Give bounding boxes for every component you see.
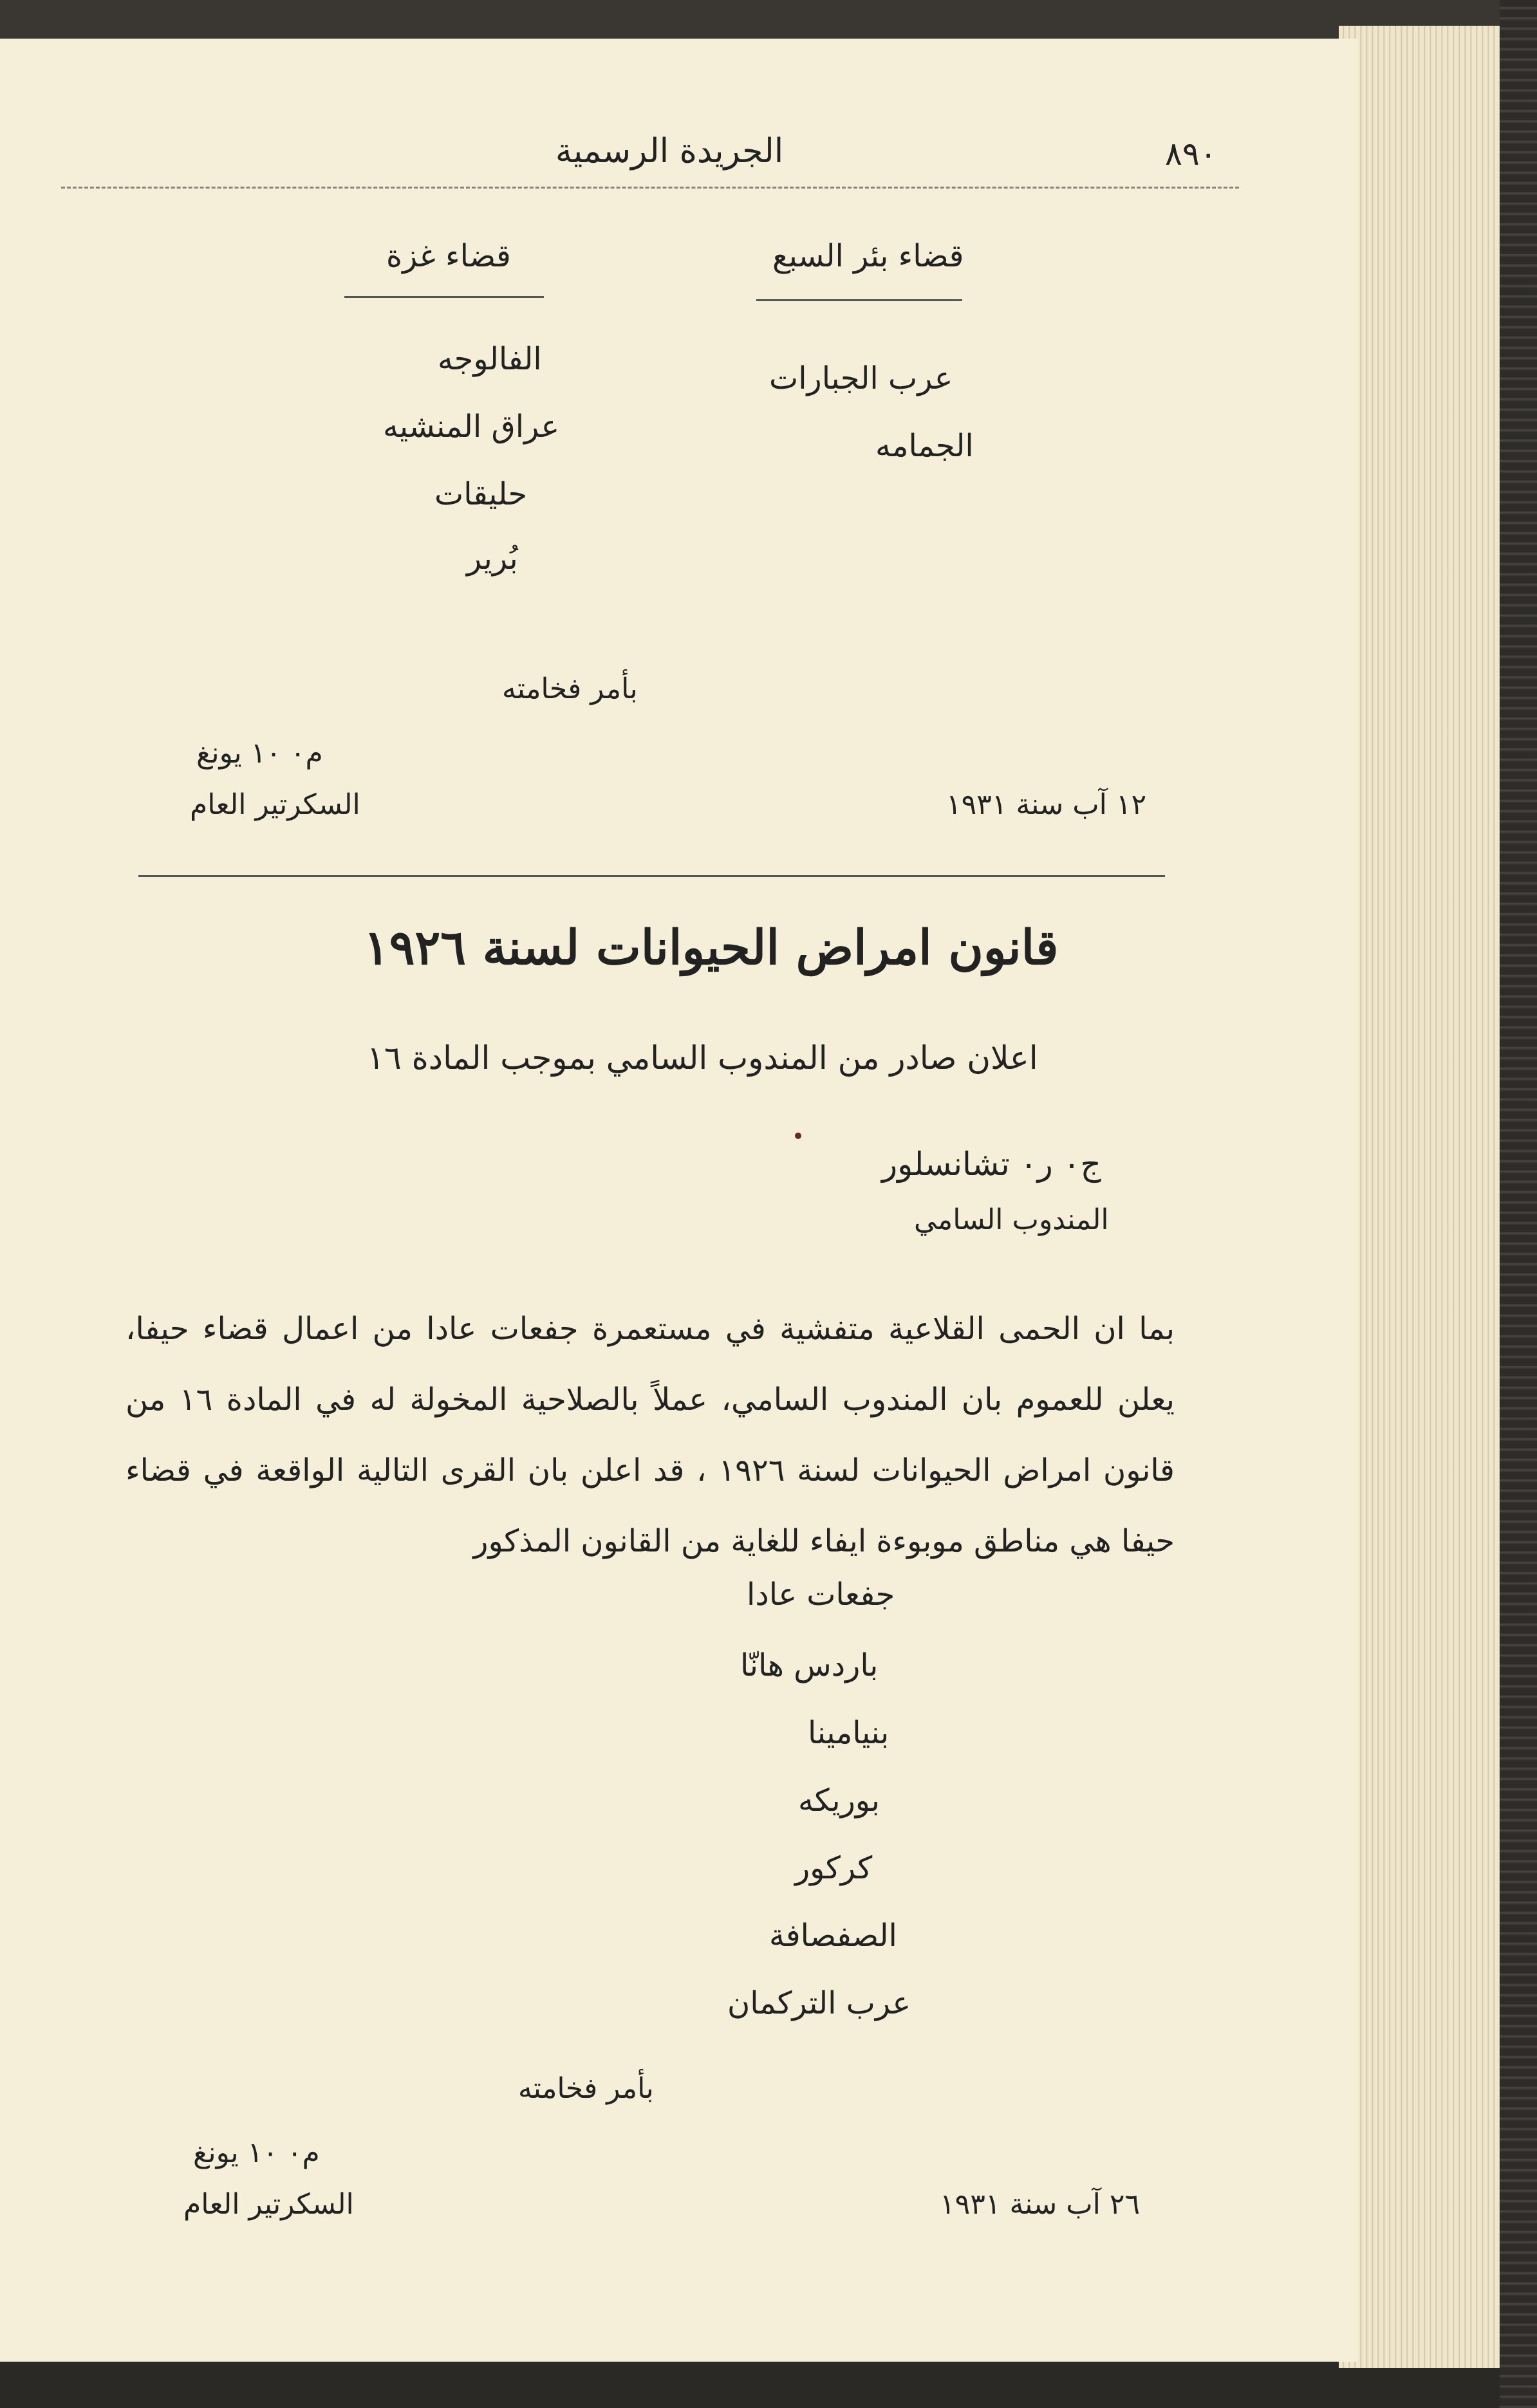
village-item: الفالوجه xyxy=(438,341,542,377)
by-order: بأمر فخامته xyxy=(518,2072,654,2105)
notice-subtitle: اعلان صادر من المندوب السامي بموجب المادة ١٦ xyxy=(367,1039,1038,1077)
notice-title: قانون امراض الحيوانات لسنة ١٩٢٦ xyxy=(364,920,1059,976)
column-heading-gaza: قضاء غزة xyxy=(386,238,511,274)
column-rule-beersheba xyxy=(756,299,962,301)
document-page xyxy=(0,39,1358,2362)
page-number: ٨٩٠ xyxy=(1165,135,1217,172)
signer-name: م٠ ١٠ يونغ xyxy=(193,2136,320,2169)
issuer-title: المندوب السامي xyxy=(914,1203,1109,1236)
column-rule-gaza xyxy=(344,296,544,298)
by-order: بأمر فخامته xyxy=(502,672,638,705)
book-binding-top xyxy=(0,0,1537,39)
village-item: بنيامينا xyxy=(808,1715,890,1751)
village-item: باردس هانّا xyxy=(740,1647,879,1683)
column-heading-beersheba: قضاء بئر السبع xyxy=(772,238,964,274)
village-item: الجمامه xyxy=(875,428,974,464)
signer-title: السكرتير العام xyxy=(190,788,360,821)
village-item: الصفصافة xyxy=(769,1918,897,1954)
village-item: بوريكه xyxy=(798,1783,880,1819)
signer-title: السكرتير العام xyxy=(183,2188,354,2221)
section-divider xyxy=(138,875,1165,877)
signer-name: م٠ ١٠ يونغ xyxy=(196,737,323,770)
header-rule xyxy=(61,187,1239,189)
village-item: عرب الجبارات xyxy=(769,360,953,396)
issuer-name: ج٠ ر٠ تشانسلور xyxy=(882,1145,1101,1183)
book-cover-edge xyxy=(1500,0,1537,2408)
village-item: عراق المنشيه xyxy=(383,409,560,445)
village-item: حليقات xyxy=(434,476,528,512)
notice-date: ١٢ آب سنة ١٩٣١ xyxy=(946,788,1147,821)
ink-dot xyxy=(795,1133,801,1139)
notice-body: بما ان الحمى القلاعية متفشية في مستعمرة جفعات عادا من اعمال قضاء حيفا، يعلن للعموم بان المندوب السامي، عملاً بالصلاحية المخولة له في المادة ١٦ من قانون امراض الحيوانات لسنة ١٩٢٦ ، قد اعلن بان القرى التالية الواقعة في قضاء حيفا هي مناطق موبوءة ايفاء للغاية من القانون المذكور xyxy=(126,1311,1175,1559)
village-item: بُرير xyxy=(467,541,518,577)
village-item: كركور xyxy=(795,1850,873,1886)
page-edges xyxy=(1339,26,1516,2368)
village-item: جفعات عادا xyxy=(747,1577,895,1613)
running-title: الجريدة الرسمية xyxy=(555,132,784,171)
notice-date: ٢٦ آب سنة ١٩٣١ xyxy=(940,2188,1141,2221)
village-item: عرب التركمان xyxy=(727,1985,911,2021)
